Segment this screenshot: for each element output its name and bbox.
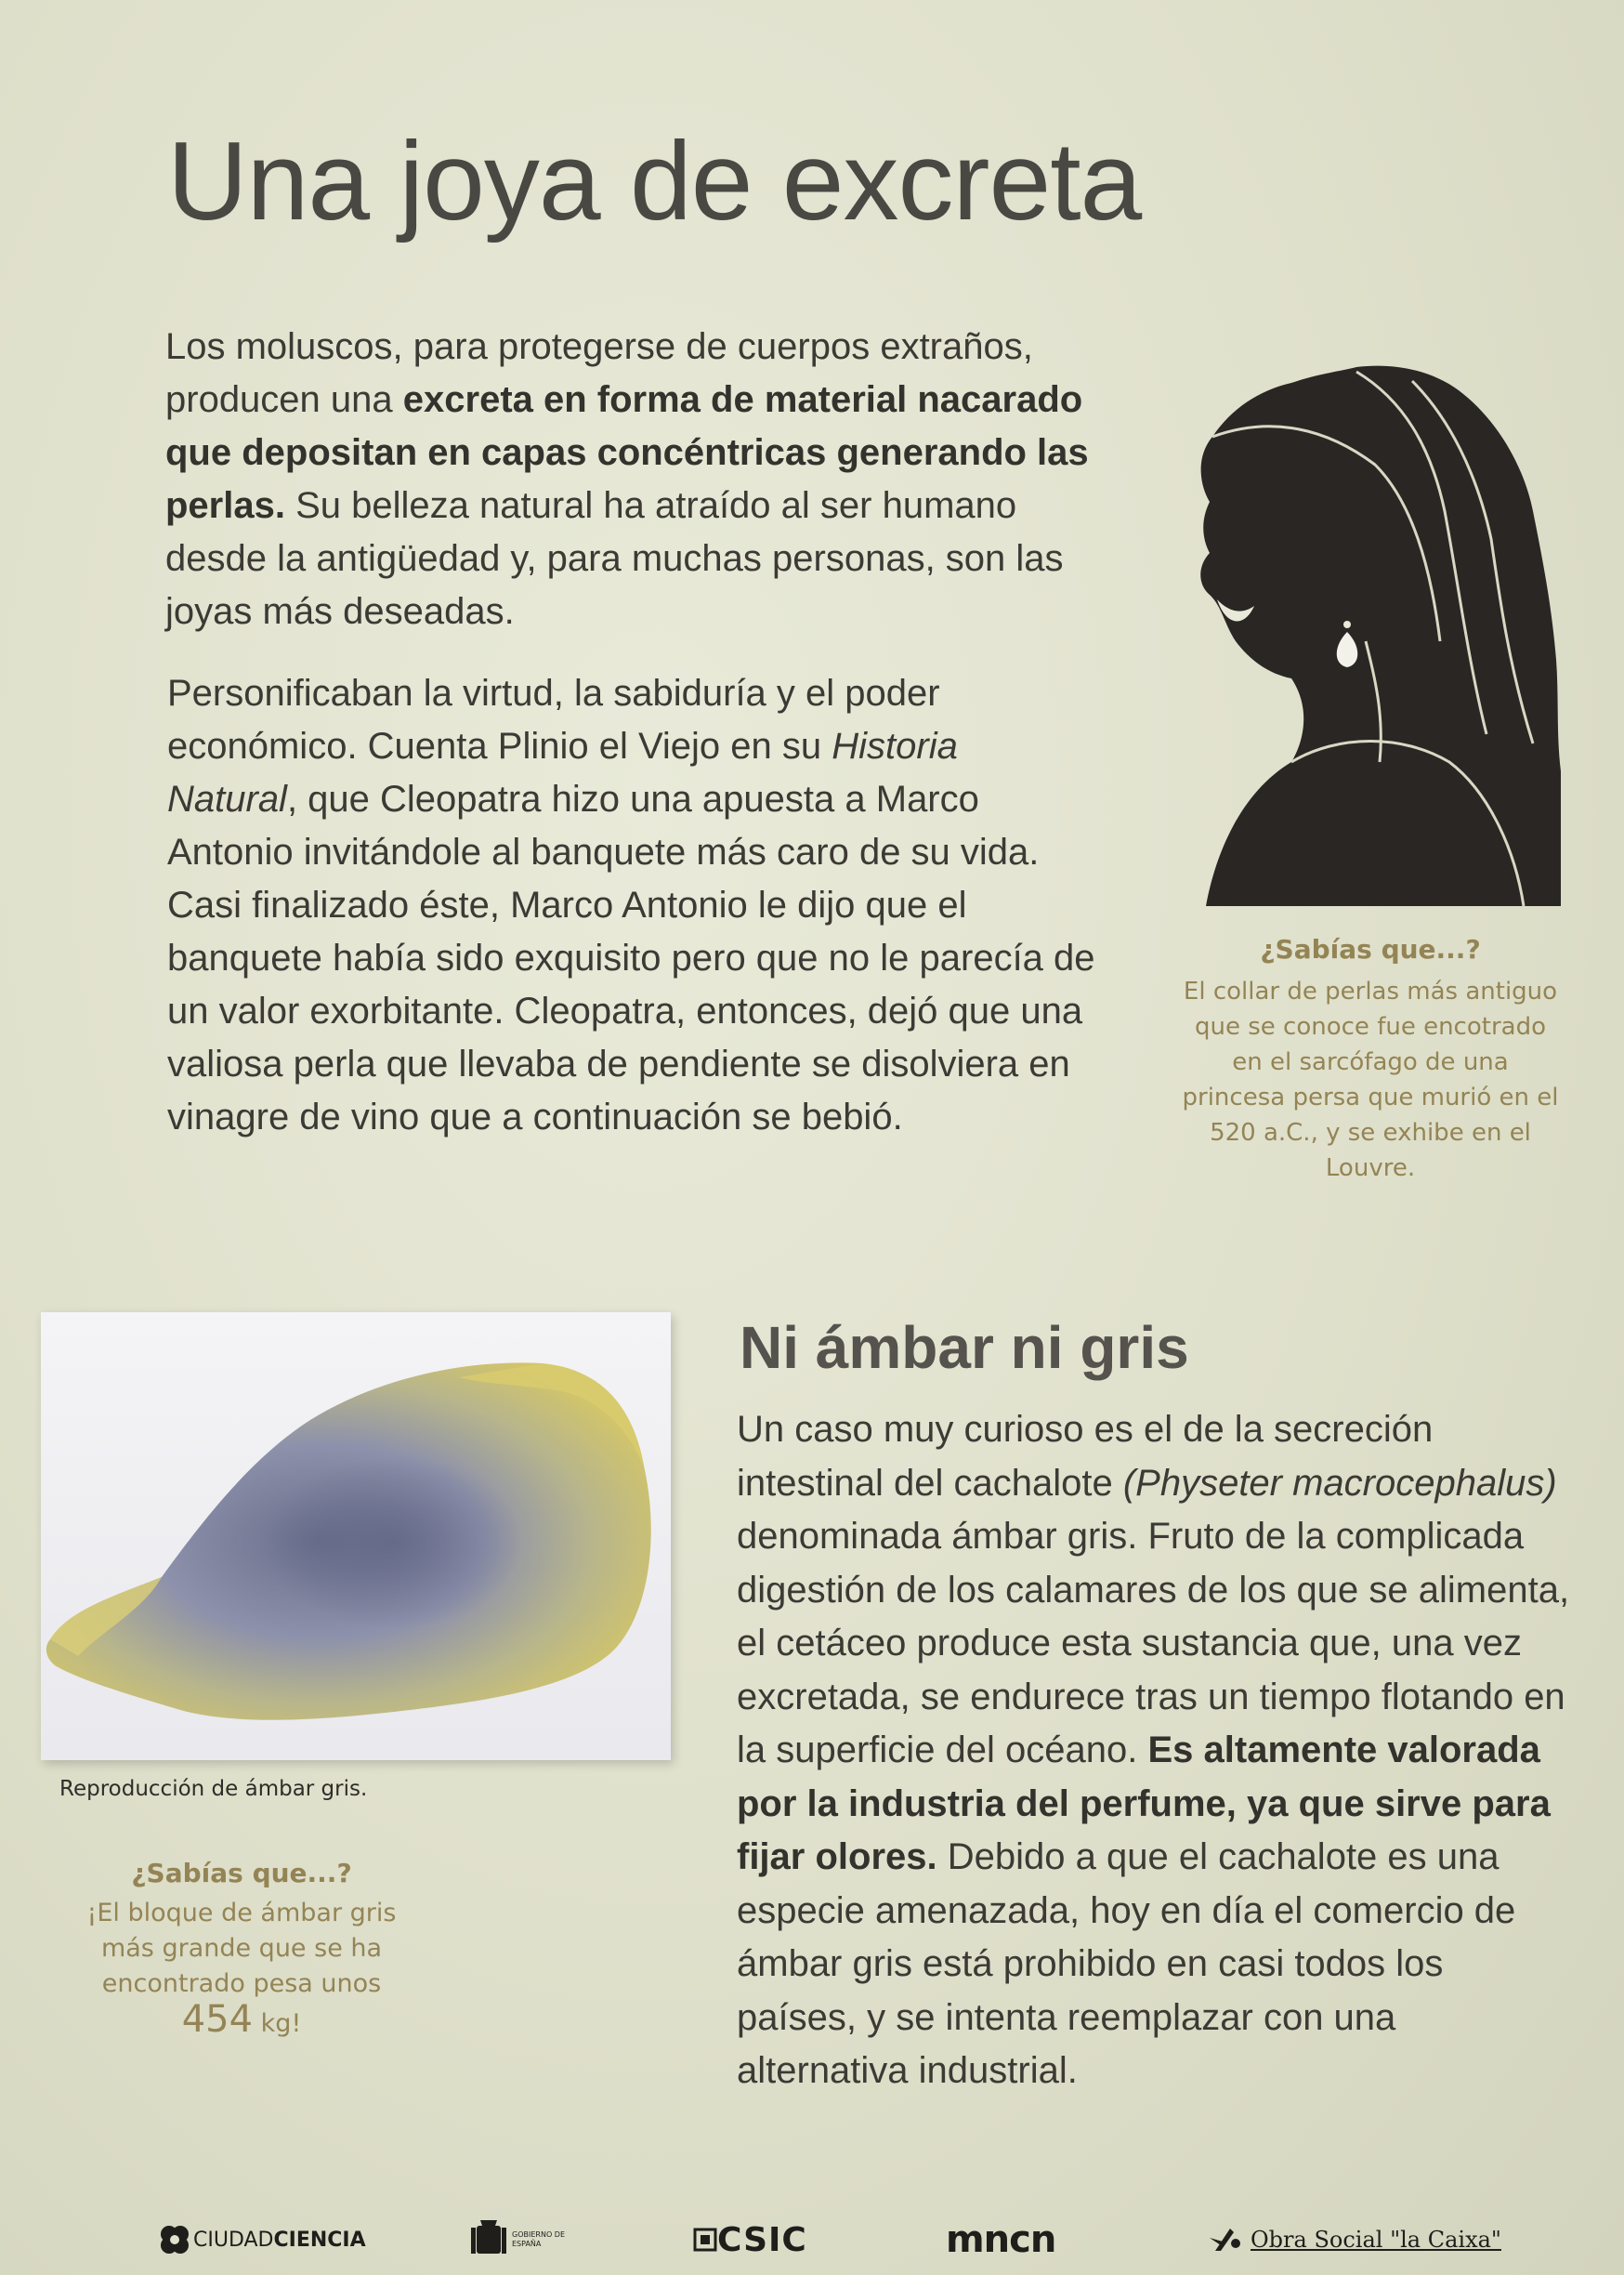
ambergris-p-bold: Es altamente valorada por la industria del perfume, ya que sirve para fijar olores. — [737, 1729, 1551, 1877]
pearl-earring-silhouette-icon — [1180, 362, 1561, 911]
logo-csic — [693, 2212, 807, 2268]
page-title: Una joya de excreta — [167, 119, 1142, 243]
intro-p1-start: Los moluscos, para protegerse de cuerpos extraños, producen una — [165, 326, 1033, 420]
intro-p2-end: , que Cleopatra hizo una apuesta a Marco Antonio invitándole al banquete más caro de su vida. Casi finalizado éste, Marco Antonio le dijo que el banquete había sido exquisito pero que no le parecía de un valor exorbitante. Cleopatra, entonces, dejó que una valiosa perla que llevaba de pendiente se disolviera en vinagre de vino que a continuación se bebió. — [167, 779, 1095, 1138]
did-you-know-heading-1: ¿Sabías que...? — [1260, 934, 1481, 965]
did-you-know-text-1: El collar de perlas más antiguo que se conoce fue encotrado en el sarcófago de una princesa persa que murió en el 520 a.C., y se exhibe en el Louvre. — [1182, 978, 1559, 1182]
ciudad-ciencia-icon — [156, 2221, 193, 2258]
section-heading-ambergris: Ni ámbar ni gris — [740, 1314, 1189, 1381]
ciencia-text: CIENCIA — [273, 2228, 366, 2252]
coat-of-arms-icon — [469, 2218, 508, 2261]
ambergris-p-italic: (Physeter macrocephalus) — [1122, 1462, 1557, 1504]
ciudad-text: CIUDAD — [193, 2228, 274, 2252]
did-you-know-heading-2: ¿Sabías que...? — [131, 1858, 352, 1888]
logo-mncn — [946, 2212, 1055, 2268]
sponsor-logos-footer — [0, 2212, 1624, 2268]
intro-paragraph-2 — [167, 667, 1096, 1144]
la-caixa-star-icon — [1208, 2223, 1245, 2256]
ambergris-caption: Reproducción de ámbar gris. — [59, 1777, 368, 1801]
ambergris-photo — [41, 1312, 671, 1760]
ambergris-p-start: Un caso muy curioso es el de la secreción intestinal del cachalote — [737, 1409, 1434, 1504]
did-you-know-box-1 — [1180, 931, 1561, 1186]
ambergris-p-mid: denominada ámbar gris. Fruto de la complicada digestión de los calamares de los que se alimenta, el cetáceo produce esta sustancia que, una vez excretada, se endurece tras un tiempo flotando en la superficie del océano. — [737, 1516, 1570, 1770]
intro-p1-bold: excreta en forma de material nacarado que depositan en capas concéntricas generando las perlas. — [165, 379, 1089, 526]
csic-emblem-icon — [693, 2226, 717, 2254]
logo-obra-social-la-caixa — [1208, 2212, 1501, 2268]
intro-p1-end: Su belleza natural ha atraído al ser humano desde la antigüedad y, para muchas personas, son las joyas más deseadas. — [165, 485, 1064, 632]
gobierno-text: GOBIERNO DE ESPAÑA — [512, 2230, 565, 2248]
ambergris-paragraph — [737, 1403, 1573, 2098]
did-you-know-text-2-body: ¡El bloque de ámbar gris más grande que se ha encontrado pesa unos — [86, 1899, 397, 1998]
did-you-know-text-2 — [74, 1896, 409, 2042]
did-you-know-box-2 — [74, 1855, 409, 2042]
ambergris-weight-number: 454 — [181, 1998, 254, 2041]
logo-ciudad-ciencia — [156, 2212, 366, 2268]
logo-gobierno-espana — [469, 2212, 568, 2268]
caixa-text: Obra Social "la Caixa" — [1251, 2227, 1501, 2253]
intro-paragraph-1 — [165, 321, 1113, 638]
csic-text: CSIC — [717, 2220, 807, 2259]
ambergris-rock-icon — [41, 1312, 671, 1760]
mncn-text: mncn — [946, 2218, 1056, 2261]
ambergris-weight-unit: kg! — [260, 2009, 302, 2038]
ambergris-p-end: Debido a que el cachalote es una especie amenazada, hoy en día el comercio de ámbar gris está prohibido en casi todos los países, y se intenta reemplazar con una alternativa industrial. — [737, 1836, 1516, 2091]
intro-p2-start: Personificaban la virtud, la sabiduría y el poder económico. Cuenta Plinio el Viejo en su — [167, 673, 940, 767]
intro-p2-italic: Historia Natural — [167, 726, 958, 820]
